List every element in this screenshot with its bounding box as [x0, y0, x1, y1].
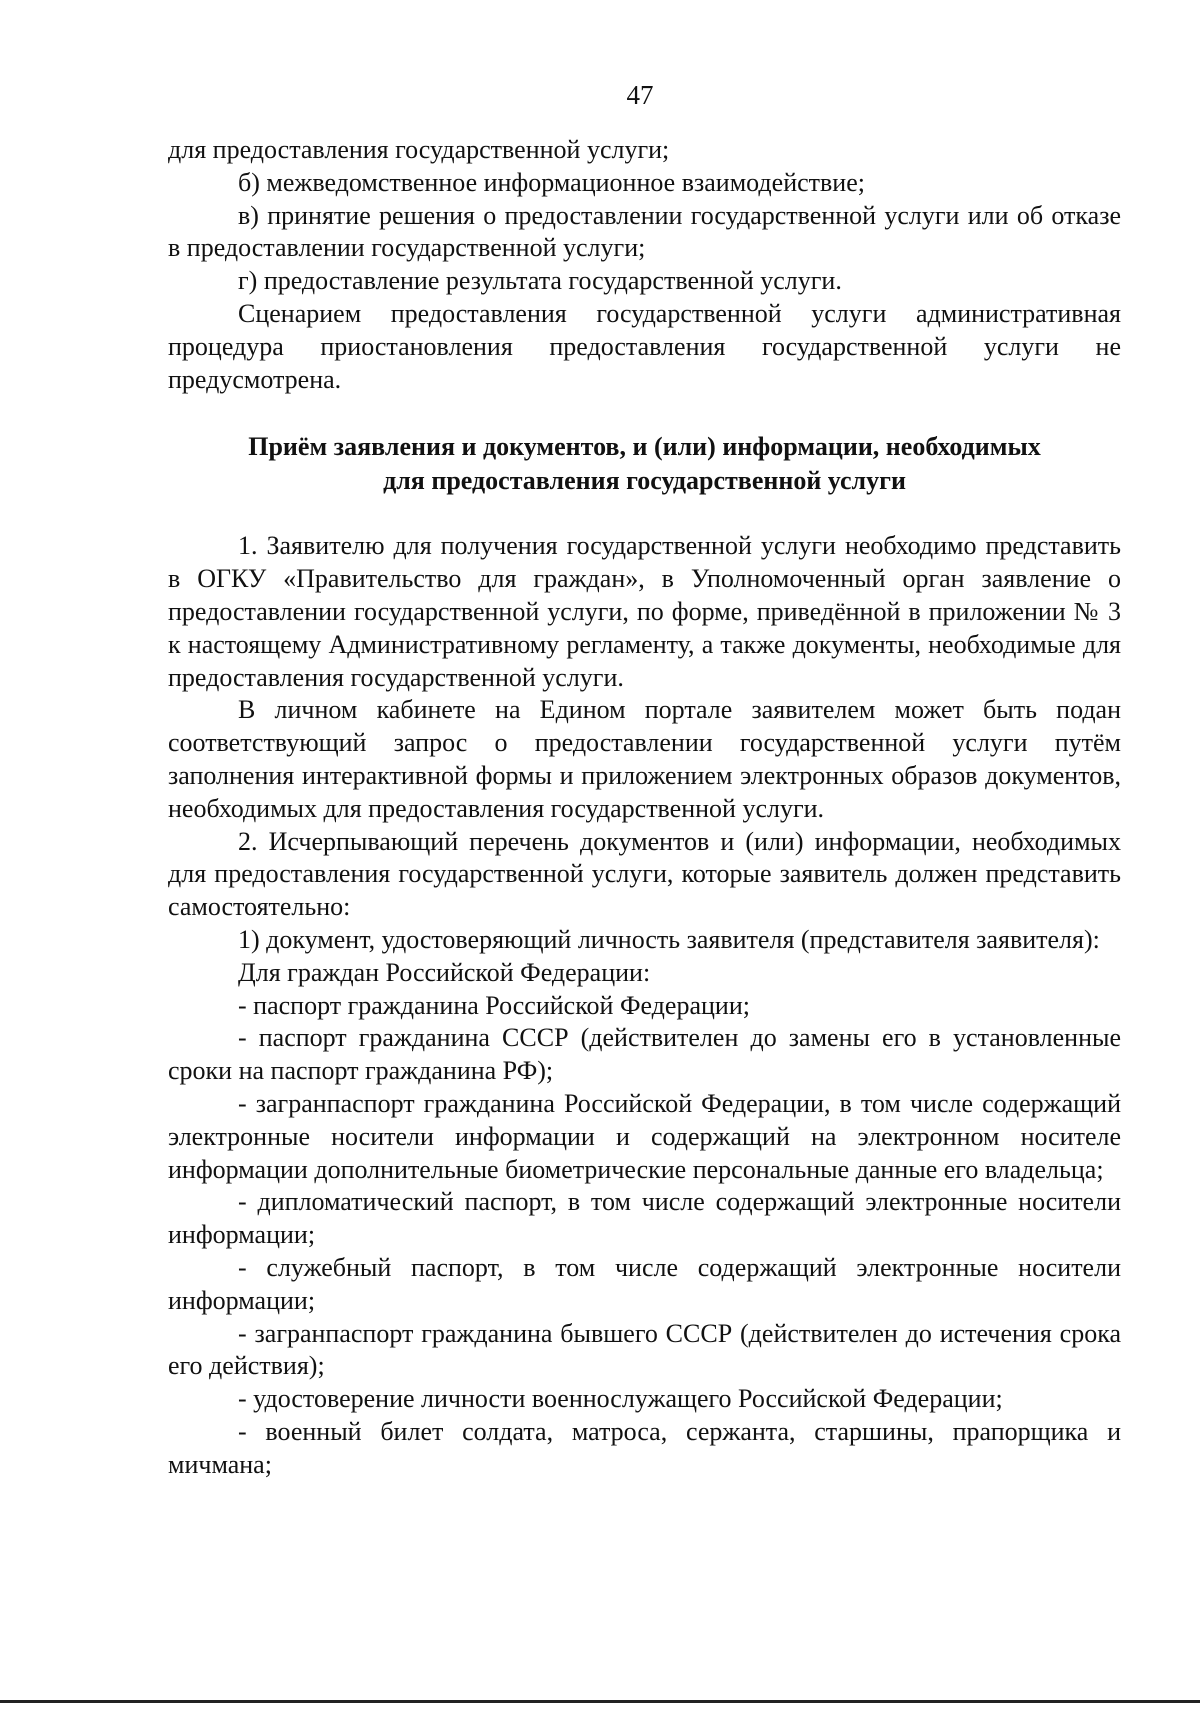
paragraph-item-g: г) предоставление результата государственной услуги. — [238, 266, 842, 296]
page-number: 47 — [626, 80, 654, 110]
paragraph-point-1: 1. Заявителю для получения государственной услуги необходимо представить в ОГКУ «Правительство для граждан», в Уполномоченный орган заявление о предоставлении государственной услуги, по форме, приведённой в приложении № 3 к настоящему Административному регламенту, а также документы, необходимые для предоставления государственной услуги. — [168, 531, 1121, 692]
paragraph-scenario: Сценарием предоставления государственной услуги административная процедура приостановления предоставления государственной услуги не предусмотрена. — [168, 298, 1121, 394]
paragraph-subpoint-1: 1) документ, удостоверяющий личность заявителя (представителя заявителя): — [238, 924, 1100, 954]
list-item: - паспорт гражданина Российской Федерации; — [238, 990, 750, 1020]
list-item: - служебный паспорт, в том числе содержащий электронные носители информации; — [168, 1252, 1121, 1315]
list-item: - военный билет солдата, матроса, сержанта, старшины, прапорщика и мичмана; — [168, 1416, 1121, 1479]
list-item: - загранпаспорт гражданина Российской Федерации, в том числе содержащий электронные носители информации и содержащий на электронном носителе информации дополнительные биометрические персональные данные его владельца; — [168, 1088, 1121, 1184]
paragraph-item-v: в) принятие решения о предоставлении государственной услуги или об отказе в предоставлении государственной услуги; — [168, 200, 1121, 263]
paragraph-continuation: для предоставления государственной услуги; — [168, 135, 670, 164]
paragraph-point-2: 2. Исчерпывающий перечень документов и (или) информации, необходимых для предоставления государственной услуги, которые заявитель должен представить самостоятельно: — [168, 826, 1121, 922]
document-body — [168, 134, 1121, 1481]
list-item: - удостоверение личности военнослужащего Российской Федерации; — [238, 1384, 1003, 1414]
paragraph-citizens-rf: Для граждан Российской Федерации: — [238, 957, 651, 987]
list-item: - дипломатический паспорт, в том числе содержащий электронные носители информации; — [168, 1187, 1121, 1250]
section-heading-line2: для предоставления государственной услуги — [383, 466, 906, 496]
scan-edge-line — [0, 1700, 1200, 1703]
section-heading — [168, 430, 1121, 498]
list-item: - загранпаспорт гражданина бывшего СССР (действителен до истечения срока его действия); — [168, 1318, 1121, 1381]
paragraph-item-b: б) межведомственное информационное взаимодействие; — [238, 167, 865, 197]
section-heading-line1: Приём заявления и документов, и (или) информации, необходимых — [248, 432, 1041, 462]
paragraph-personal-cabinet: В личном кабинете на Едином портале заявителем может быть подан соответствующий запрос о предоставлении государственной услуги путём заполнения интерактивной формы и приложением электронных образов документов, необходимых для предоставления государственной услуги. — [168, 695, 1121, 823]
list-item: - паспорт гражданина СССР (действителен до замены его в установленные сроки на паспорт гражданина РФ); — [168, 1023, 1121, 1086]
